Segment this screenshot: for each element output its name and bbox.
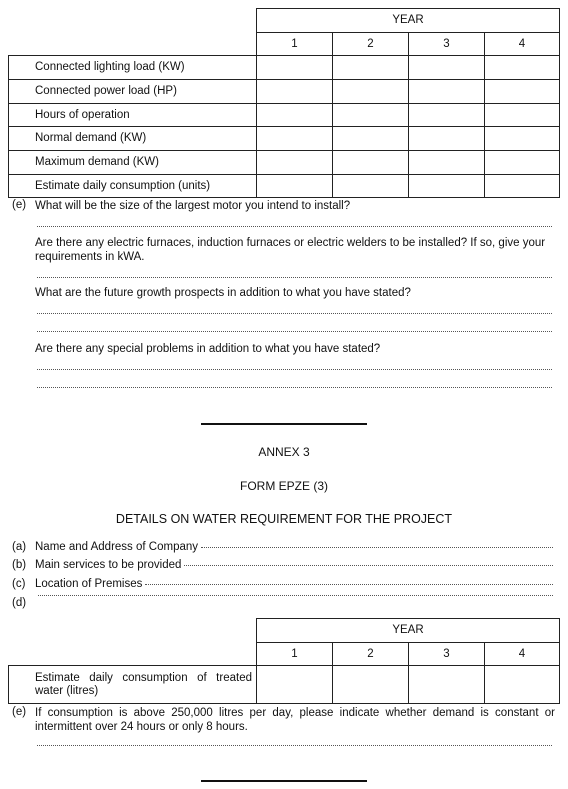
row-label-normal-demand: Normal demand (KW) [9, 127, 257, 151]
field-d-fill-line[interactable] [38, 595, 553, 596]
furnaces-answer-line[interactable] [37, 277, 552, 278]
form-title: FORM EPZE (3) [239, 479, 328, 493]
entry-cell[interactable] [409, 127, 485, 151]
furnaces-question: Are there any electric furnaces, induction furnaces or electric welders to be installed? If so, give your requirements in kWA. [35, 237, 546, 263]
annex-title: ANNEX 3 [258, 445, 310, 459]
premises-location-fill-line[interactable] [145, 584, 553, 585]
company-name-field[interactable] [35, 541, 553, 553]
row-label-lighting-load: Connected lighting load (KW) [9, 56, 257, 80]
problems-answer-line-1[interactable] [37, 369, 552, 370]
growth-question: What are the future growth prospects in addition to what you have stated? [35, 287, 411, 299]
entry-cell[interactable] [409, 666, 485, 704]
row-label-daily-consumption: Estimate daily consumption (units) [9, 175, 257, 198]
table-row [9, 666, 560, 704]
field-b-marker: (b) [12, 559, 27, 571]
water-demand-answer-line[interactable] [37, 745, 552, 746]
entry-cell[interactable] [485, 127, 560, 151]
entry-cell[interactable] [333, 104, 409, 127]
table-corner-blank [9, 619, 257, 643]
entry-cell[interactable] [409, 151, 485, 175]
section-divider [201, 780, 367, 782]
row-label-hours-operation: Hours of operation [9, 104, 257, 127]
year-header: YEAR [257, 619, 560, 643]
growth-answer-line-1[interactable] [37, 313, 552, 314]
table-corner-blank [9, 9, 257, 33]
question-e-marker: (e) [12, 199, 27, 211]
entry-cell[interactable] [333, 80, 409, 104]
water-demand-question: If consumption is above 250,000 litres per day, please indicate whether demand is constant or intermittent over 24 hours or only 8 hours. [35, 707, 555, 733]
growth-answer-line-2[interactable] [37, 331, 552, 332]
year-4-header: 4 [485, 33, 560, 56]
table-row [9, 104, 560, 127]
electricity-requirements-table [8, 8, 560, 198]
entry-cell[interactable] [485, 104, 560, 127]
field-d-marker: (d) [12, 597, 27, 609]
main-services-field[interactable] [35, 559, 553, 571]
main-services-fill-line[interactable] [184, 565, 553, 566]
problems-answer-line-2[interactable] [37, 387, 552, 388]
entry-cell[interactable] [257, 666, 333, 704]
entry-cell[interactable] [333, 175, 409, 198]
entry-cell[interactable] [409, 104, 485, 127]
entry-cell[interactable] [257, 127, 333, 151]
water-requirements-table [8, 618, 560, 704]
entry-cell[interactable] [409, 80, 485, 104]
entry-cell[interactable] [257, 175, 333, 198]
entry-cell[interactable] [333, 56, 409, 80]
field-d[interactable] [35, 597, 553, 598]
entry-cell[interactable] [485, 56, 560, 80]
water-question-marker: (e) [12, 706, 27, 718]
year-1-header: 1 [257, 33, 333, 56]
year-4-header: 4 [485, 643, 560, 666]
table-corner-blank [9, 643, 257, 666]
entry-cell[interactable] [257, 151, 333, 175]
entry-cell[interactable] [257, 80, 333, 104]
premises-location-label: Location of Premises [35, 578, 143, 590]
year-3-header: 3 [409, 33, 485, 56]
premises-location-field[interactable] [35, 578, 553, 590]
motor-answer-line[interactable] [37, 226, 552, 227]
year-3-header: 3 [409, 643, 485, 666]
section-divider [201, 423, 367, 425]
table-corner-blank [9, 33, 257, 56]
entry-cell[interactable] [409, 175, 485, 198]
year-1-header: 1 [257, 643, 333, 666]
row-label-maximum-demand: Maximum demand (KW) [9, 151, 257, 175]
entry-cell[interactable] [333, 666, 409, 704]
row-label-treated-water: Estimate daily consumption of treated water (litres) [9, 666, 257, 704]
table-row [9, 56, 560, 80]
field-c-marker: (c) [12, 578, 26, 590]
entry-cell[interactable] [409, 56, 485, 80]
entry-cell[interactable] [485, 80, 560, 104]
entry-cell[interactable] [333, 127, 409, 151]
year-header: YEAR [257, 9, 560, 33]
company-name-fill-line[interactable] [201, 547, 553, 548]
entry-cell[interactable] [485, 666, 560, 704]
field-a-marker: (a) [12, 541, 27, 553]
row-label-power-load: Connected power load (HP) [9, 80, 257, 104]
entry-cell[interactable] [257, 104, 333, 127]
entry-cell[interactable] [257, 56, 333, 80]
entry-cell[interactable] [333, 151, 409, 175]
year-2-header: 2 [333, 33, 409, 56]
problems-question: Are there any special problems in addition to what you have stated? [35, 343, 381, 355]
entry-cell[interactable] [485, 175, 560, 198]
table-row [9, 175, 560, 198]
section-heading: DETAILS ON WATER REQUIREMENT FOR THE PROJECT [115, 512, 453, 526]
year-2-header: 2 [333, 643, 409, 666]
entry-cell[interactable] [485, 151, 560, 175]
motor-question: What will be the size of the largest motor you intend to install? [35, 200, 351, 212]
main-services-label: Main services to be provided [35, 559, 182, 571]
table-row [9, 127, 560, 151]
company-name-label: Name and Address of Company [35, 541, 199, 553]
table-row [9, 80, 560, 104]
table-row [9, 151, 560, 175]
